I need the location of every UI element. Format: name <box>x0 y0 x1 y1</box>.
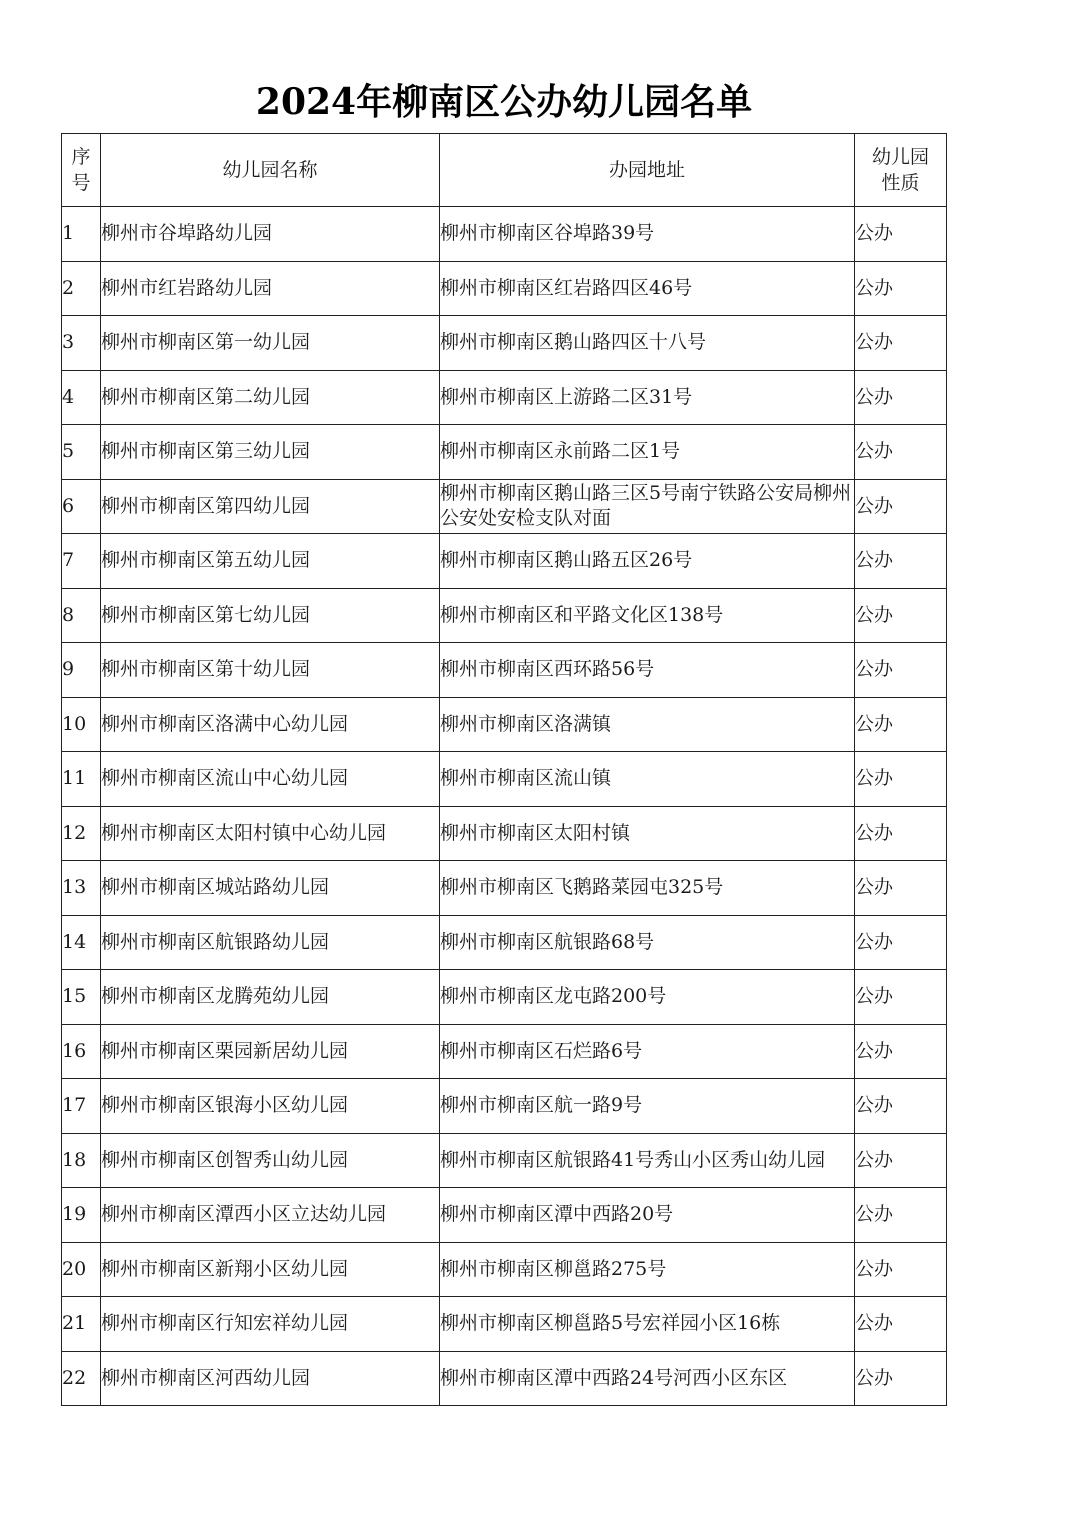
kindergarten-name: 柳州市柳南区第四幼儿园 <box>101 479 440 534</box>
kindergarten-name: 柳州市柳南区第十幼儿园 <box>101 643 440 698</box>
kindergarten-name: 柳州市柳南区创智秀山幼儿园 <box>101 1133 440 1188</box>
row-index: 13 <box>62 861 101 916</box>
kindergarten-address: 柳州市柳南区鹅山路四区十八号 <box>440 316 855 371</box>
kindergarten-address: 柳州市柳南区潭中西路20号 <box>440 1188 855 1243</box>
kindergarten-address: 柳州市柳南区航一路9号 <box>440 1079 855 1134</box>
table-row <box>62 915 947 970</box>
table-row <box>62 752 947 807</box>
kindergarten-type: 公办 <box>855 752 947 807</box>
header-address: 办园地址 <box>440 134 855 207</box>
table-row <box>62 861 947 916</box>
row-index: 19 <box>62 1188 101 1243</box>
row-index: 17 <box>62 1079 101 1134</box>
table-row <box>62 697 947 752</box>
kindergarten-address: 柳州市柳南区红岩路四区46号 <box>440 261 855 316</box>
kindergarten-type: 公办 <box>855 588 947 643</box>
row-index: 12 <box>62 806 101 861</box>
kindergarten-type: 公办 <box>855 207 947 262</box>
kindergarten-name: 柳州市柳南区第二幼儿园 <box>101 370 440 425</box>
kindergarten-type: 公办 <box>855 1133 947 1188</box>
row-index: 18 <box>62 1133 101 1188</box>
kindergarten-name: 柳州市柳南区河西幼儿园 <box>101 1351 440 1406</box>
row-index: 2 <box>62 261 101 316</box>
row-index: 22 <box>62 1351 101 1406</box>
kindergarten-name: 柳州市柳南区流山中心幼儿园 <box>101 752 440 807</box>
kindergarten-address: 柳州市柳南区航银路41号秀山小区秀山幼儿园 <box>440 1133 855 1188</box>
kindergarten-address: 柳州市柳南区航银路68号 <box>440 915 855 970</box>
kindergarten-name: 柳州市柳南区城站路幼儿园 <box>101 861 440 916</box>
kindergarten-type: 公办 <box>855 534 947 589</box>
kindergarten-type: 公办 <box>855 261 947 316</box>
row-index: 4 <box>62 370 101 425</box>
table-row <box>62 207 947 262</box>
kindergarten-name: 柳州市柳南区航银路幼儿园 <box>101 915 440 970</box>
table-row <box>62 1242 947 1297</box>
kindergarten-address: 柳州市柳南区西环路56号 <box>440 643 855 698</box>
row-index: 15 <box>62 970 101 1025</box>
kindergarten-type: 公办 <box>855 370 947 425</box>
kindergarten-type: 公办 <box>855 970 947 1025</box>
row-index: 20 <box>62 1242 101 1297</box>
kindergarten-name: 柳州市柳南区洛满中心幼儿园 <box>101 697 440 752</box>
kindergarten-type: 公办 <box>855 697 947 752</box>
row-index: 11 <box>62 752 101 807</box>
kindergarten-name: 柳州市柳南区第七幼儿园 <box>101 588 440 643</box>
table-row <box>62 1351 947 1406</box>
kindergarten-type: 公办 <box>855 1024 947 1079</box>
table-row <box>62 261 947 316</box>
row-index: 3 <box>62 316 101 371</box>
kindergarten-address: 柳州市柳南区柳邕路5号宏祥园小区16栋 <box>440 1297 855 1352</box>
row-index: 21 <box>62 1297 101 1352</box>
kindergarten-type: 公办 <box>855 1079 947 1134</box>
kindergarten-name: 柳州市柳南区银海小区幼儿园 <box>101 1079 440 1134</box>
table-row <box>62 1079 947 1134</box>
header-type <box>855 134 947 207</box>
kindergarten-type: 公办 <box>855 479 947 534</box>
kindergarten-name: 柳州市柳南区龙腾苑幼儿园 <box>101 970 440 1025</box>
kindergarten-address: 柳州市柳南区洛满镇 <box>440 697 855 752</box>
table-row <box>62 370 947 425</box>
table-body <box>62 207 947 1406</box>
kindergarten-name: 柳州市柳南区太阳村镇中心幼儿园 <box>101 806 440 861</box>
row-index: 14 <box>62 915 101 970</box>
row-index: 6 <box>62 479 101 534</box>
table-row <box>62 1133 947 1188</box>
kindergarten-type: 公办 <box>855 316 947 371</box>
header-index <box>62 134 101 207</box>
kindergarten-type: 公办 <box>855 1188 947 1243</box>
table-row <box>62 806 947 861</box>
kindergarten-name: 柳州市柳南区第三幼儿园 <box>101 425 440 480</box>
table-row <box>62 1297 947 1352</box>
kindergarten-address: 柳州市柳南区龙屯路200号 <box>440 970 855 1025</box>
kindergarten-type: 公办 <box>855 1297 947 1352</box>
kindergarten-address: 柳州市柳南区石烂路6号 <box>440 1024 855 1079</box>
row-index: 8 <box>62 588 101 643</box>
kindergarten-name: 柳州市柳南区第一幼儿园 <box>101 316 440 371</box>
table-row <box>62 425 947 480</box>
table-row <box>62 643 947 698</box>
header-type-line1: 幼儿园 <box>871 146 929 168</box>
kindergarten-table <box>61 133 947 1406</box>
table-row <box>62 316 947 371</box>
kindergarten-name: 柳州市红岩路幼儿园 <box>101 261 440 316</box>
header-index-line1: 序 <box>71 146 91 168</box>
table-row <box>62 588 947 643</box>
kindergarten-type: 公办 <box>855 1242 947 1297</box>
table-row <box>62 1188 947 1243</box>
kindergarten-address: 柳州市柳南区潭中西路24号河西小区东区 <box>440 1351 855 1406</box>
kindergarten-name: 柳州市柳南区栗园新居幼儿园 <box>101 1024 440 1079</box>
row-index: 10 <box>62 697 101 752</box>
table-row <box>62 1024 947 1079</box>
kindergarten-address: 柳州市柳南区鹅山路三区5号南宁铁路公安局柳州公安处安检支队对面 <box>440 479 855 534</box>
row-index: 7 <box>62 534 101 589</box>
row-index: 1 <box>62 207 101 262</box>
row-index: 16 <box>62 1024 101 1079</box>
table-row <box>62 970 947 1025</box>
kindergarten-type: 公办 <box>855 861 947 916</box>
kindergarten-address: 柳州市柳南区永前路二区1号 <box>440 425 855 480</box>
kindergarten-name: 柳州市柳南区新翔小区幼儿园 <box>101 1242 440 1297</box>
kindergarten-address: 柳州市柳南区上游路二区31号 <box>440 370 855 425</box>
row-index: 5 <box>62 425 101 480</box>
kindergarten-name: 柳州市柳南区第五幼儿园 <box>101 534 440 589</box>
kindergarten-address: 柳州市柳南区流山镇 <box>440 752 855 807</box>
kindergarten-address: 柳州市柳南区太阳村镇 <box>440 806 855 861</box>
table-header-row <box>62 134 947 207</box>
kindergarten-address: 柳州市柳南区飞鹅路菜园屯325号 <box>440 861 855 916</box>
kindergarten-address: 柳州市柳南区鹅山路五区26号 <box>440 534 855 589</box>
kindergarten-name: 柳州市谷埠路幼儿园 <box>101 207 440 262</box>
kindergarten-type: 公办 <box>855 806 947 861</box>
table-row <box>62 479 947 534</box>
kindergarten-type: 公办 <box>855 643 947 698</box>
page-title: 2024年柳南区公办幼儿园名单 <box>255 81 753 123</box>
kindergarten-type: 公办 <box>855 425 947 480</box>
kindergarten-type: 公办 <box>855 1351 947 1406</box>
table-row <box>62 534 947 589</box>
header-index-line2: 号 <box>71 172 91 194</box>
kindergarten-address: 柳州市柳南区柳邕路275号 <box>440 1242 855 1297</box>
kindergarten-address: 柳州市柳南区和平路文化区138号 <box>440 588 855 643</box>
kindergarten-name: 柳州市柳南区潭西小区立达幼儿园 <box>101 1188 440 1243</box>
kindergarten-address: 柳州市柳南区谷埠路39号 <box>440 207 855 262</box>
kindergarten-type: 公办 <box>855 915 947 970</box>
kindergarten-name: 柳州市柳南区行知宏祥幼儿园 <box>101 1297 440 1352</box>
header-type-line2: 性质 <box>881 172 920 194</box>
header-name: 幼儿园名称 <box>101 134 440 207</box>
row-index: 9 <box>62 643 101 698</box>
